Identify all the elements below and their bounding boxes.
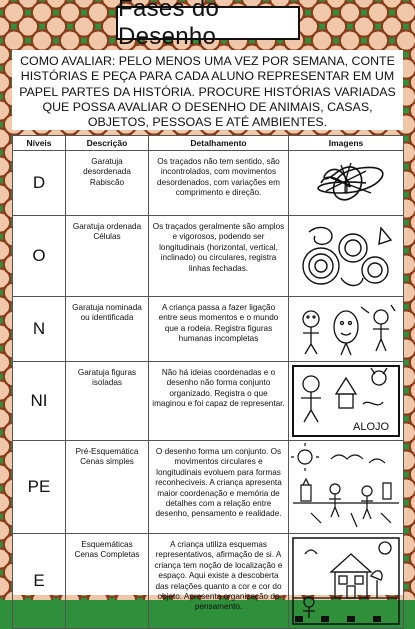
simple-scene-drawing-image <box>289 441 404 534</box>
detail-cell: Os traçados geralmente são amplos e vigorosos, podendo ser longitudinais (horizontal, vertical, inclinado) ou circulares, registra linhas fechadas. <box>149 216 289 297</box>
table-row <box>13 441 404 534</box>
phases-table <box>12 135 403 612</box>
page-title: Fases do Desenho <box>116 6 300 40</box>
scribble-drawing-image <box>289 151 404 216</box>
circles-drawing-icon <box>291 218 401 294</box>
header-description: Descrição <box>66 136 149 151</box>
isolated-figures-drawing-icon <box>291 364 401 438</box>
header-levels: Níveis <box>13 136 66 151</box>
level-cell: PE <box>13 441 66 534</box>
description-cell: Pré-Esquemática Cenas simples <box>66 441 149 534</box>
level-cell: D <box>13 151 66 216</box>
table-row <box>13 216 404 297</box>
level-cell: NI <box>13 362 66 441</box>
detail-cell: Não há ideias coordenadas e o desenho não forma conjunto organizado. Registra o que imaginou e foi capaz de representar. <box>149 362 289 441</box>
scribble-drawing-icon <box>291 153 401 213</box>
level-cell: E <box>13 534 66 629</box>
header-images: Imagens <box>289 136 404 151</box>
description-cell: Garatuja nominada ou identificada <box>66 297 149 362</box>
table-row <box>13 534 404 629</box>
table-row <box>13 362 404 441</box>
description-cell: Garatuja desordenada Rabiscão <box>66 151 149 216</box>
figures-drawing-icon <box>291 299 401 359</box>
description-cell: Garatuja figuras isoladas <box>66 362 149 441</box>
level-cell: N <box>13 297 66 362</box>
detail-cell: O desenho forma um conjunto. Os movimentos circulares e longitudinais evoluem para formas reconheciveis. A criança apresenta maior coordenação e memória de detalhes com a relação entre desenho, pensamento e realidade. <box>149 441 289 534</box>
complete-scene-drawing-icon <box>291 536 401 626</box>
description-cell: Garatuja ordenada Células <box>66 216 149 297</box>
complete-scene-drawing-image <box>289 534 404 629</box>
detail-cell: Os traçados não tem sentido, são incontrolados, com movimentos desordenados, com variações em comprimento e direção. <box>149 151 289 216</box>
drawing-caption: ALOJO <box>353 421 390 433</box>
figures-drawing-image <box>289 297 404 362</box>
level-cell: O <box>13 216 66 297</box>
isolated-figures-drawing-image <box>289 362 404 441</box>
table-header-row <box>13 136 404 151</box>
header-detail: Detalhamento <box>149 136 289 151</box>
circles-drawing-image <box>289 216 404 297</box>
description-cell: Esquemáticas Cenas Completas <box>66 534 149 629</box>
detail-cell: A criança passa a fazer ligação entre seus momentos e o mundo que a rodeia. Registra figuras humanas incompletas <box>149 297 289 362</box>
intro-text: COMO AVALIAR: PELO MENOS UMA VEZ POR SEMANA, CONTE HISTÓRIAS E PEÇA PARA CADA ALUNO REPRESENTAR EM UM PAPEL PARTES DA HISTÓRIA. PROCURE HISTÓRIAS VARIADAS QUE POSSA AVALIAR O DESENHO DE ANIMAIS, CASAS, OBJETOS, PESSOAS E ATÉ AMBIENTES. <box>12 50 403 130</box>
table-row <box>13 297 404 362</box>
detail-cell: A criança utiliza esquemas representativos, afirmação de si. A criança tem noção de localização e espaço. Aqui existe a descoberta das relações quanto a cor e cor do objeto. Apresenta organização do pensamento. <box>149 534 289 629</box>
table-row <box>13 151 404 216</box>
simple-scene-drawing-icon <box>291 443 401 531</box>
